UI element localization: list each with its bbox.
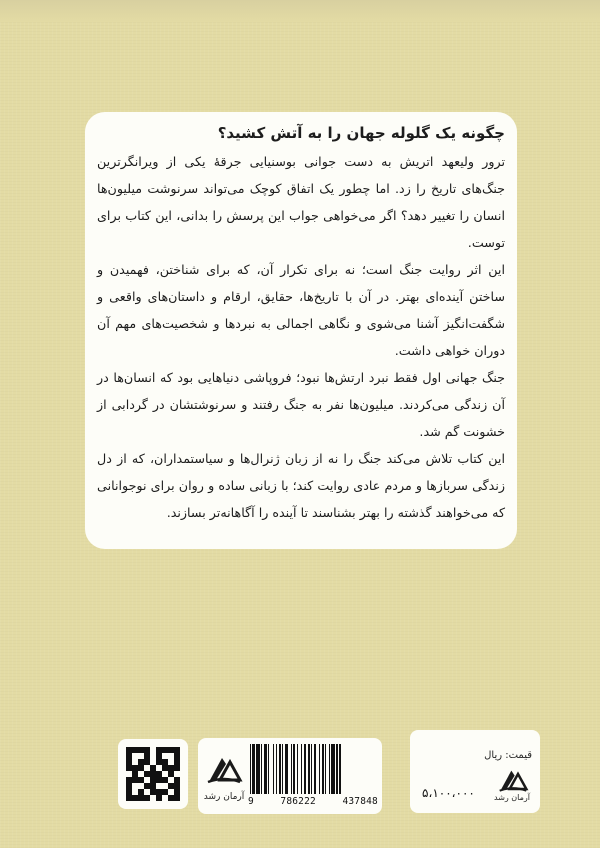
- cover-top-edge: [0, 0, 600, 22]
- isbn-number: [248, 796, 378, 807]
- back-cover-title: چگونه یک گلوله جهان را به آتش کشید؟: [217, 124, 505, 142]
- back-cover-paragraph-4: این کتاب تلاش می‌کند جنگ را نه از زبان ژنرال‌ها و سیاستمداران، که از دل زندگی سربازها و مردم عادی روایت کند؛ با زبانی ساده و روان برای نوجوانانی که می‌خواهند گذشته را بهتر بشناسند تا آینده را آگاهانه‌تر بسازند.: [97, 451, 505, 520]
- isbn-digit-group-3: 437848: [342, 796, 378, 807]
- back-cover-paragraph-1: ترور ولیعهد اتریش به دست جوانی بوسنیایی جرقهٔ یکی از ویرانگرترین جنگ‌های تاریخ را زد. اما چطور یک اتفاق کوچک می‌تواند سرنوشت میلیون‌ها انسان را تغییر دهد؟ اگر می‌خواهی جواب این پرسش را بدانی، این کتاب برای توست.: [97, 154, 505, 250]
- price-label: قیمت: ریال: [484, 750, 532, 761]
- price-publisher-name: آرمان رشد: [494, 793, 530, 802]
- qr-module: [174, 795, 180, 801]
- isbn-digit-group-1: 9: [248, 796, 254, 807]
- qr-code-icon: [126, 747, 180, 801]
- back-cover-text-card: [85, 112, 517, 549]
- book-logo-icon: [496, 764, 530, 794]
- back-cover-paragraph-2: این اثر روایت جنگ است؛ نه برای تکرار آن، که برای شناختن، فهمیدن و ساختن آینده‌ای بهتر. در آن با تاریخ‌ها، حقایق، ارقام و داستان‌های واقعی و شگفت‌انگیز آشنا می‌شوی و نگاهی اجمالی به نبردها و شخصیت‌های مهم آن دوران خواهی داشت.: [97, 262, 505, 358]
- barcode-bars: [250, 744, 374, 794]
- book-logo-icon: [204, 750, 244, 786]
- isbn-digit-group-2: 786222: [280, 796, 316, 807]
- back-cover-paragraph-3: جنگ جهانی اول فقط نبرد ارتش‌ها نبود؛ فروپاشی دنیاهایی بود که انسان‌ها در آن زندگی می‌کردند. میلیون‌ها نفر به جنگ رفتند و سرنوشتشان در گردابی از خشونت گم شد.: [97, 370, 505, 439]
- price-value: ۵،۱۰۰،۰۰۰: [422, 786, 475, 800]
- qr-code-box: [118, 739, 188, 809]
- barcode-publisher-name: آرمان رشد: [203, 792, 245, 802]
- barcode-box: [198, 738, 382, 814]
- barcode-bar: [339, 744, 340, 794]
- price-box: [410, 730, 540, 813]
